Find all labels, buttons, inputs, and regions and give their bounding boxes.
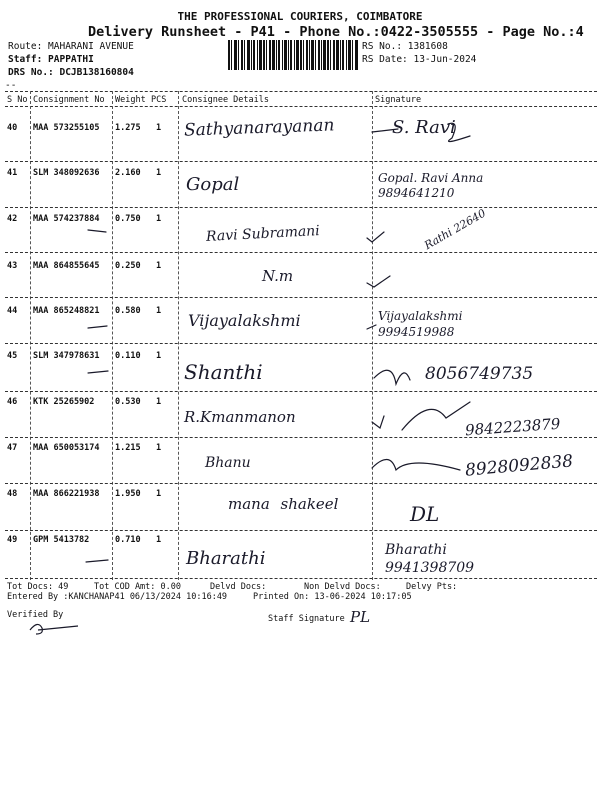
row-weight: 0.580 bbox=[115, 306, 141, 316]
col-header-consignee: Consignee Details bbox=[182, 95, 269, 105]
row-consignment: MAA 866221938 bbox=[33, 489, 100, 499]
row-sno: 45 bbox=[7, 351, 18, 361]
staff-name: Staff: PAPPATHI bbox=[8, 54, 94, 65]
verified-by-label: Verified By bbox=[7, 610, 64, 620]
col-header-sno: S No bbox=[7, 95, 28, 105]
total-cod-amount: Tot COD Amt: 0.00 bbox=[94, 582, 181, 592]
row-consignment: MAA 650053174 bbox=[33, 443, 100, 453]
row-sno: 46 bbox=[7, 397, 18, 407]
row-weight: 1.215 bbox=[115, 443, 141, 453]
row-signature-handwriting: Bharathi 9941398709 bbox=[385, 542, 475, 576]
row-weight: 1.275 bbox=[115, 123, 141, 133]
row-consignment: MAA 865248821 bbox=[33, 306, 100, 316]
row-consignment: GPM 5413782 bbox=[33, 535, 90, 545]
row-pcs: 1 bbox=[156, 397, 162, 407]
row-sno: 40 bbox=[7, 123, 18, 133]
col-header-consignment: Consignment No bbox=[33, 95, 105, 105]
row-pcs: 1 bbox=[156, 351, 162, 361]
row-consignee-handwriting: Ravi Subramani bbox=[205, 223, 321, 245]
row-pcs: 1 bbox=[156, 168, 162, 178]
row-signature-handwriting: Rathi 22640 bbox=[422, 206, 489, 253]
rs-date: RS Date: 13-Jun-2024 bbox=[362, 54, 477, 65]
row-weight: 0.710 bbox=[115, 535, 141, 545]
row-pcs: 1 bbox=[156, 123, 162, 133]
row-signature-handwriting: S. Ravi bbox=[392, 117, 456, 138]
row-consignee-handwriting: Gopal bbox=[186, 174, 240, 195]
row-signature-handwriting: DL bbox=[410, 502, 440, 526]
row-signature-handwriting: 9842223879 bbox=[464, 414, 561, 440]
row-consignee-handwriting: Bharathi bbox=[186, 548, 266, 569]
row-consignee-handwriting: Vijayalakshmi bbox=[188, 311, 301, 330]
drs-number: DRS No.: DCJB138160804 bbox=[8, 67, 134, 78]
row-consignee-handwriting: Bhanu bbox=[205, 455, 251, 471]
row-consignee-handwriting: mana shakeel bbox=[228, 495, 339, 513]
col-header-signature: Signature bbox=[375, 95, 422, 105]
row-sno: 41 bbox=[7, 168, 18, 178]
row-sno: 48 bbox=[7, 489, 18, 499]
row-signature-handwriting: Gopal. Ravi Anna 9894641210 bbox=[378, 171, 484, 200]
row-signature-handwriting: Vijayalakshmi 9994519988 bbox=[378, 309, 463, 339]
staff-signature-label: Staff Signature bbox=[268, 614, 345, 624]
staff-signature-mark: PL bbox=[350, 608, 371, 626]
row-pcs: 1 bbox=[156, 443, 162, 453]
total-docs: Tot Docs: 49 bbox=[7, 582, 69, 592]
row-weight: 0.530 bbox=[115, 397, 141, 407]
row-pcs: 1 bbox=[156, 535, 162, 545]
row-sno: 44 bbox=[7, 306, 18, 316]
runsheet-title: Delivery Runsheet - P41 - Phone No.:0422-3505555 - Page No.:4 bbox=[88, 24, 584, 40]
row-consignment: KTK 25265902 bbox=[33, 397, 95, 407]
row-sno: 49 bbox=[7, 535, 18, 545]
row-sno: 43 bbox=[7, 261, 18, 271]
row-consignment: SLM 348092636 bbox=[33, 168, 100, 178]
row-pcs: 1 bbox=[156, 489, 162, 499]
row-consignment: SLM 347978631 bbox=[33, 351, 100, 361]
row-weight: 0.110 bbox=[115, 351, 141, 361]
row-consignee-handwriting: Shanthi bbox=[184, 360, 263, 384]
non-delivered-docs: Non Delvd Docs: bbox=[304, 582, 381, 592]
verified-by-signature bbox=[28, 618, 88, 638]
row-pcs: 1 bbox=[156, 306, 162, 316]
route: Route: MAHARANI AVENUE bbox=[8, 41, 134, 52]
col-header-weight: Weight bbox=[115, 95, 146, 105]
row-consignment: MAA 573255105 bbox=[33, 123, 100, 133]
row-consignee-handwriting: Sathyanarayanan bbox=[183, 115, 335, 141]
row-sno: 42 bbox=[7, 214, 18, 224]
row-pcs: 1 bbox=[156, 261, 162, 271]
delivery-points: Delvy Pts: bbox=[406, 582, 458, 592]
company-name: THE PROFESSIONAL COURIERS, COIMBATORE bbox=[177, 10, 423, 23]
row-consignee-handwriting: R.Kmanmanon bbox=[184, 408, 296, 426]
delivered-docs: Delvd Docs: bbox=[210, 582, 267, 592]
row-pcs: 1 bbox=[156, 214, 162, 224]
printed-on: Printed On: 13-06-2024 10:17:05 bbox=[253, 592, 412, 602]
row-weight: 1.950 bbox=[115, 489, 141, 499]
row-consignment: MAA 864855645 bbox=[33, 261, 100, 271]
row-weight: 0.250 bbox=[115, 261, 141, 271]
row-sno: 47 bbox=[7, 443, 18, 453]
row-consignee-handwriting: N.m bbox=[262, 267, 294, 285]
dash-marker: -- bbox=[5, 80, 17, 91]
col-header-pcs: PCS bbox=[151, 95, 167, 105]
row-signature-handwriting: 8056749735 bbox=[425, 364, 534, 384]
row-weight: 0.750 bbox=[115, 214, 141, 224]
row-signature-handwriting: 8928092838 bbox=[464, 451, 574, 481]
row-weight: 2.160 bbox=[115, 168, 141, 178]
row-consignment: MAA 574237884 bbox=[33, 214, 100, 224]
entered-by: Entered By :KANCHANAP41 06/13/2024 10:16:49 bbox=[7, 592, 228, 602]
rs-number: RS No.: 1381608 bbox=[362, 41, 448, 52]
